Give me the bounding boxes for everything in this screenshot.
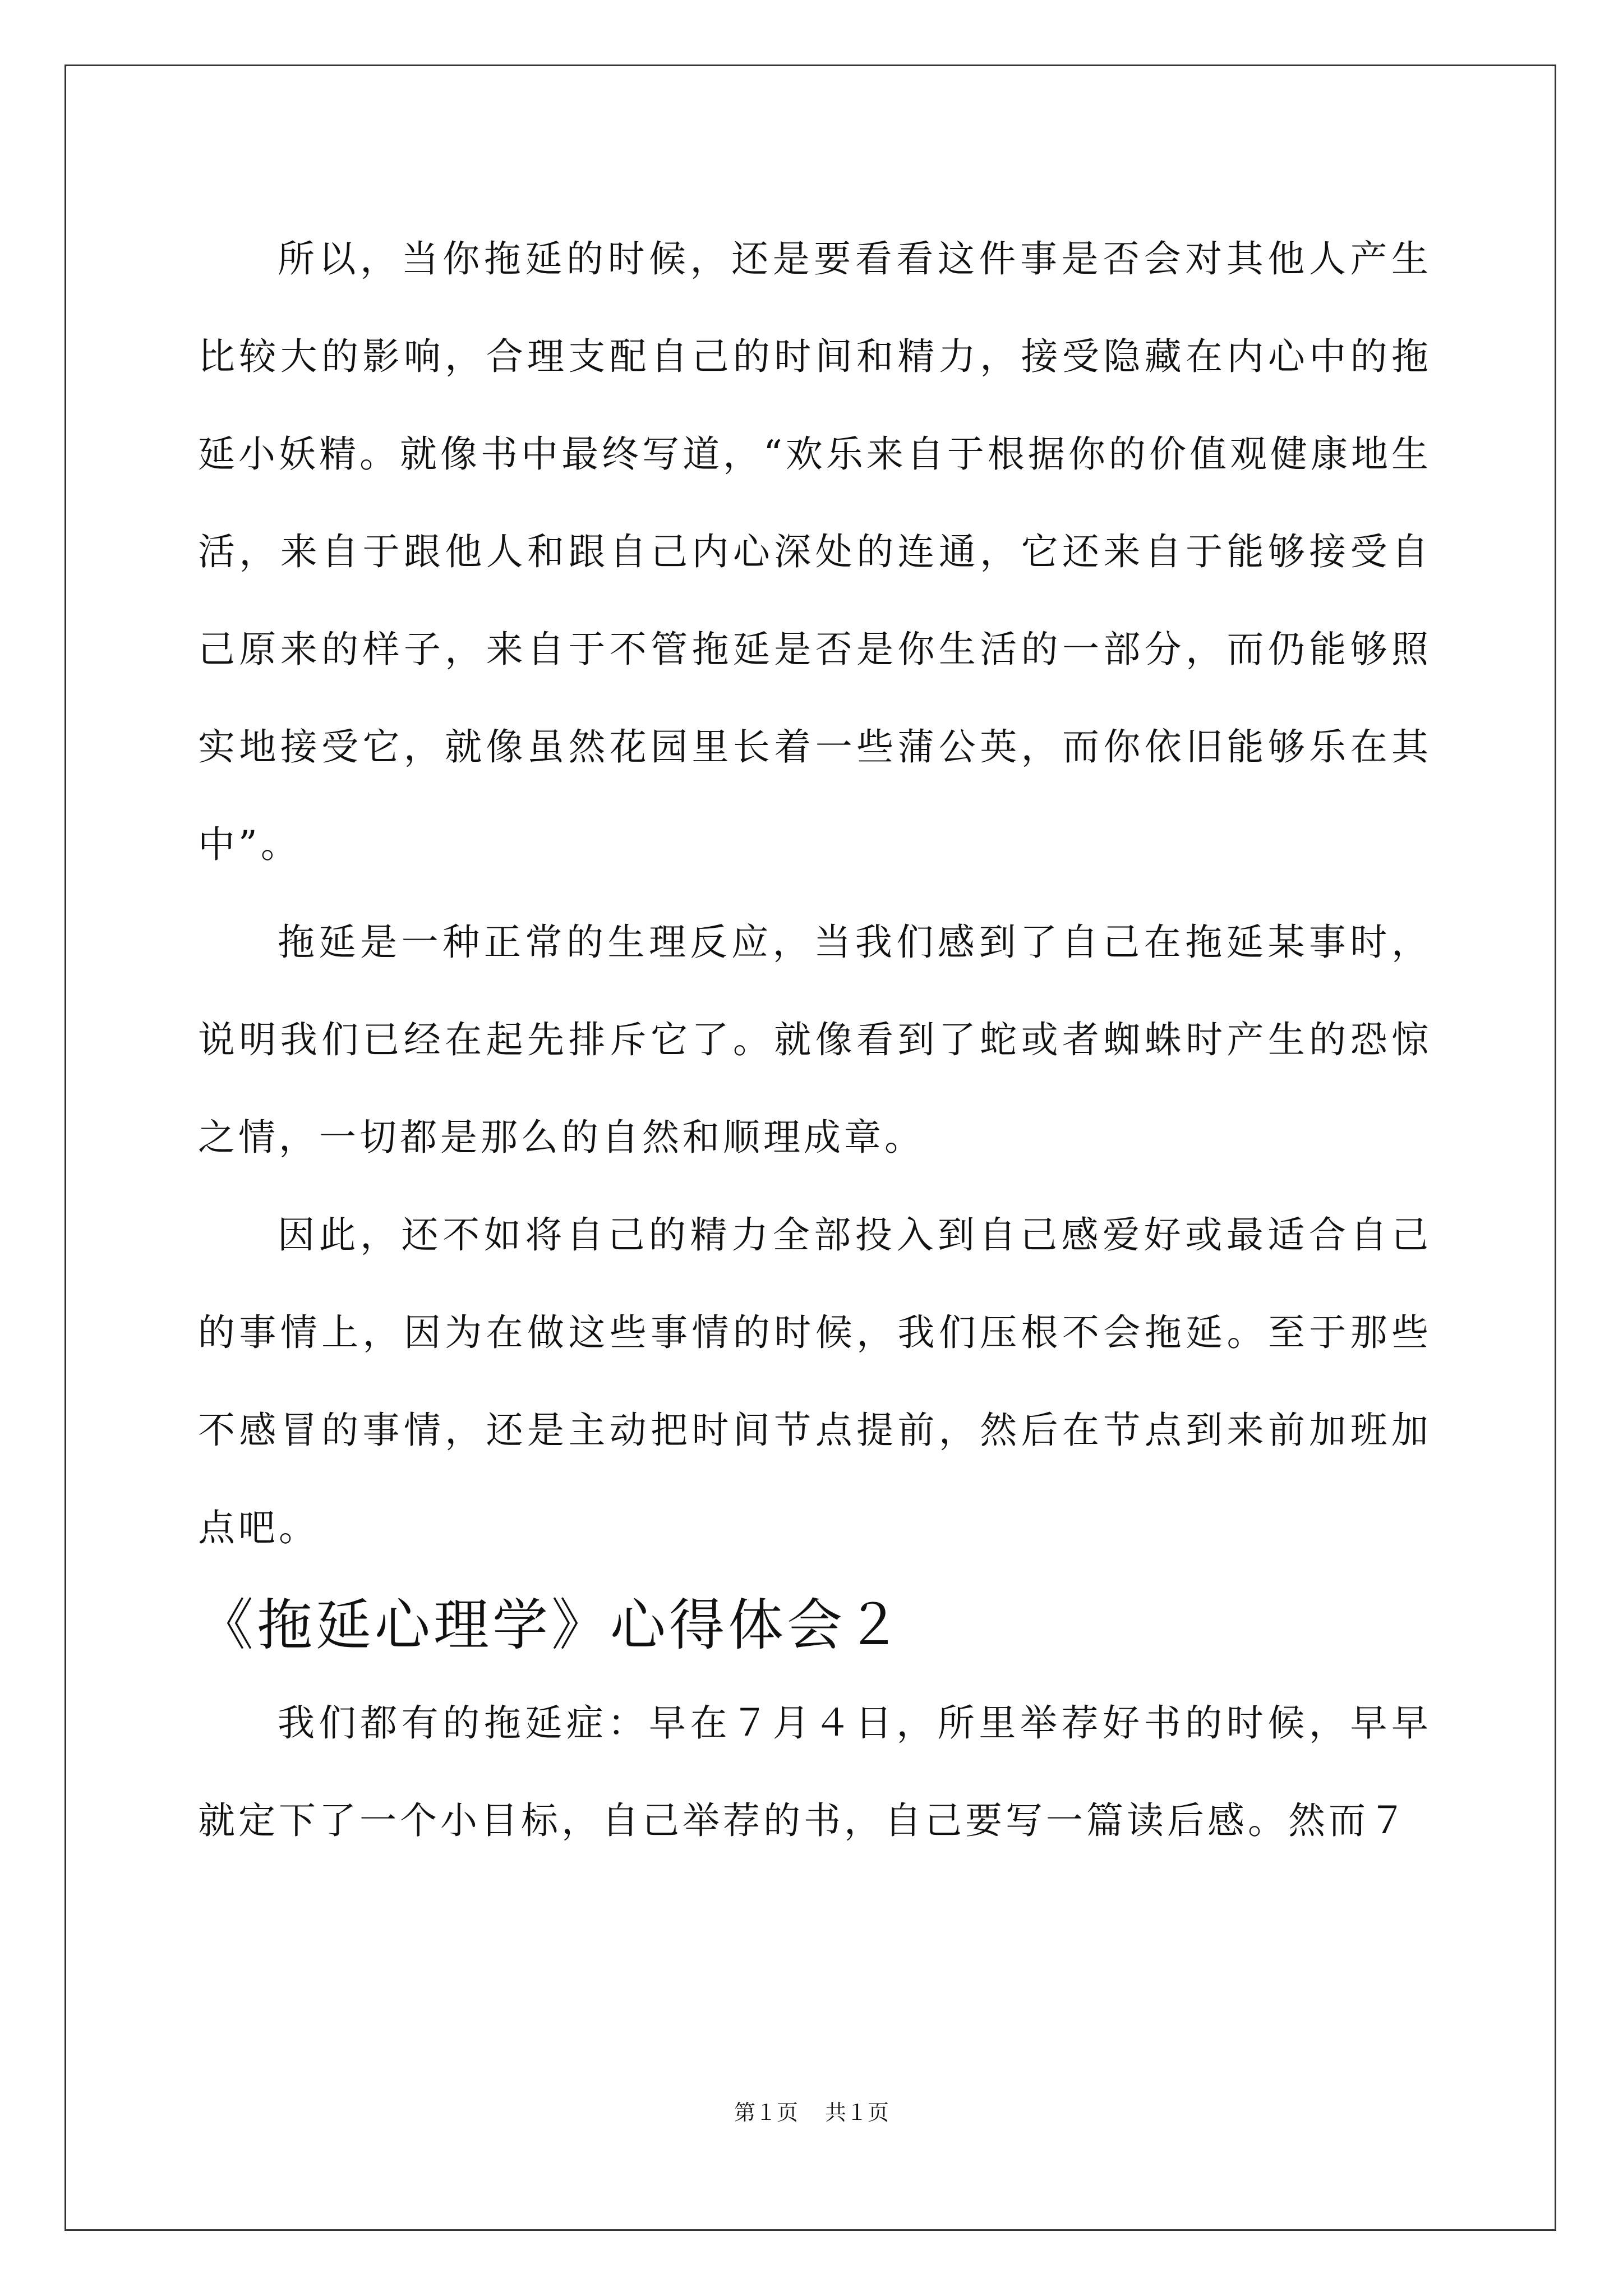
paragraph-1: 所以，当你拖延的时候，还是要看看这件事是否会对其他人产生比较大的影响，合理支配自己的时间和精力，接受隐藏在内心中的拖延小妖精。就像书中最终写道，“欢乐来自于根据你的价值观健康地生活，来自于跟他人和跟自己内心深处的连通，它还来自于能够接受自己原来的样子，来自于不管拖延是否是你生活的一部分，而仍能够照实地接受它，就像虽然花园里长着一些蒲公英，而你依旧能够乐在其中”。: [198, 237, 1432, 866]
page-footer: [0, 2099, 1623, 2126]
section-heading: 《拖延心理学》心得体会２: [198, 1593, 905, 1658]
paragraph-4: 我们都有的拖延症：早在７月４日，所里举荐好书的时候，早早就定下了一个小目标，自己举荐的书，自己要写一篇读后感。然而７: [198, 1701, 1432, 1842]
document-body: [198, 210, 1432, 1870]
page-number-total: 共１页: [825, 2100, 889, 2125]
paragraph-3: 因此，还不如将自己的精力全部投入到自己感爱好或最适合自己的事情上，因为在做这些事情的时候，我们压根不会拖延。至于那些不感冒的事情，还是主动把时间节点提前，然后在节点到来前加班加点吧。: [198, 1213, 1432, 1549]
paragraph-2: 拖延是一种正常的生理反应，当我们感到了自己在拖延某事时，说明我们已经在起先排斥它了。就像看到了蛇或者蜘蛛时产生的恐惊之情，一切都是那么的自然和顺理成章。: [198, 921, 1432, 1159]
page-number-current: 第１页: [734, 2100, 798, 2125]
